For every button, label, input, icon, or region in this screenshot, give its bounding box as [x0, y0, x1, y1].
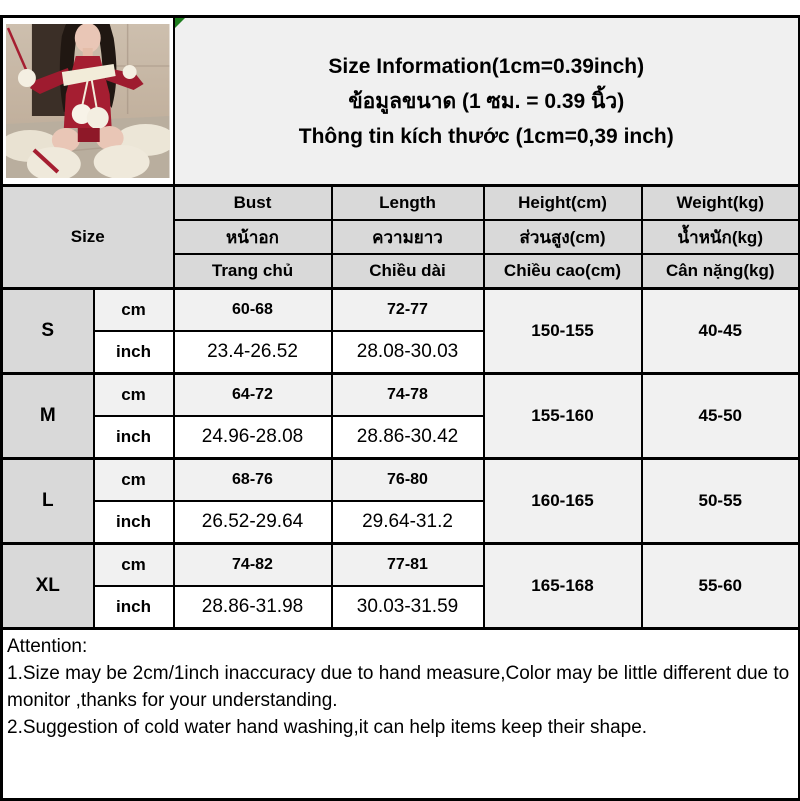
title-line-vi: Thông tin kích thước (1cm=0,39 inch): [298, 124, 674, 148]
col-header-length-en: Length: [332, 186, 484, 221]
dress-hem: [78, 128, 100, 142]
unit-cm: cm: [94, 289, 174, 332]
attention-label: Attention:: [7, 636, 88, 657]
table-row-s-cm: [2, 289, 800, 332]
col-header-bust-vi: Trang chủ: [174, 254, 332, 289]
unit-cm: cm: [94, 459, 174, 502]
col-header-weight-vi: Cân nặng(kg): [642, 254, 800, 289]
unit-inch: inch: [94, 586, 174, 629]
unit-inch: inch: [94, 331, 174, 374]
col-header-length-th: ความยาว: [332, 220, 484, 254]
size-header: Size: [2, 186, 174, 289]
length-inch-l: 29.64-31.2: [332, 501, 484, 544]
height-m: 155-160: [484, 374, 642, 459]
weight-xl: 55-60: [642, 544, 800, 629]
col-header-weight-th: น้ำหนัก(kg): [642, 220, 800, 254]
weight-l: 50-55: [642, 459, 800, 544]
green-corner-flag-icon: [175, 18, 185, 28]
size-label-m: M: [2, 374, 94, 459]
col-header-height-th: ส่วนสูง(cm): [484, 220, 642, 254]
title-line-en: Size Information(1cm=0.39inch): [328, 54, 645, 78]
unit-cm: cm: [94, 374, 174, 417]
bust-inch-l: 26.52-29.64: [174, 501, 332, 544]
col-header-length-vi: Chiều dài: [332, 254, 484, 289]
weight-m: 45-50: [642, 374, 800, 459]
bust-cm-s: 60-68: [174, 289, 332, 332]
product-photo-cell: [2, 17, 174, 186]
product-photo: [6, 24, 170, 178]
attention-item-2: 2.Suggestion of cold water hand washing,it can help items keep their shape.: [7, 717, 648, 738]
height-s: 150-155: [484, 289, 642, 374]
length-inch-m: 28.86-30.42: [332, 416, 484, 459]
bust-cm-m: 64-72: [174, 374, 332, 417]
hand-pom-right: [123, 65, 137, 79]
col-header-bust-en: Bust: [174, 186, 332, 221]
bust-cm-l: 68-76: [174, 459, 332, 502]
bust-inch-xl: 28.86-31.98: [174, 586, 332, 629]
bust-inch-m: 24.96-28.08: [174, 416, 332, 459]
height-l: 160-165: [484, 459, 642, 544]
unit-cm: cm: [94, 544, 174, 587]
attention-item-1: 1.Size may be 2cm/1inch inaccuracy due to hand measure,Color may be little different due to monitor ,thanks for your understanding.: [7, 663, 790, 711]
length-inch-xl: 30.03-31.59: [332, 586, 484, 629]
header-row-en: [2, 186, 800, 221]
table-row-l-cm: [2, 459, 800, 502]
size-table: [0, 15, 800, 801]
length-cm-m: 74-78: [332, 374, 484, 417]
length-cm-l: 76-80: [332, 459, 484, 502]
pompom-right: [87, 107, 109, 129]
fluffy-stocking-right: [94, 145, 150, 178]
col-header-height-en: Height(cm): [484, 186, 642, 221]
length-cm-xl: 77-81: [332, 544, 484, 587]
size-label-s: S: [2, 289, 94, 374]
unit-inch: inch: [94, 416, 174, 459]
size-label-l: L: [2, 459, 94, 544]
title-line-th: ข้อมูลขนาด (1 ซม. = 0.39 นิ้ว): [348, 89, 625, 113]
weight-s: 40-45: [642, 289, 800, 374]
table-row-xl-cm: [2, 544, 800, 587]
col-header-height-vi: Chiều cao(cm): [484, 254, 642, 289]
col-header-bust-th: หน้าอก: [174, 220, 332, 254]
col-header-weight-en: Weight(kg): [642, 186, 800, 221]
unit-inch: inch: [94, 501, 174, 544]
table-row-m-cm: [2, 374, 800, 417]
attention-row: [2, 629, 800, 800]
attention-cell: [2, 629, 800, 800]
hand-pom-left: [18, 69, 36, 87]
top-row: [2, 17, 800, 186]
size-label-xl: XL: [2, 544, 94, 629]
height-xl: 165-168: [484, 544, 642, 629]
bust-cm-xl: 74-82: [174, 544, 332, 587]
bust-inch-s: 23.4-26.52: [174, 331, 332, 374]
size-chart-sheet: [0, 15, 798, 801]
title-cell: [174, 17, 800, 186]
length-cm-s: 72-77: [332, 289, 484, 332]
length-inch-s: 28.08-30.03: [332, 331, 484, 374]
